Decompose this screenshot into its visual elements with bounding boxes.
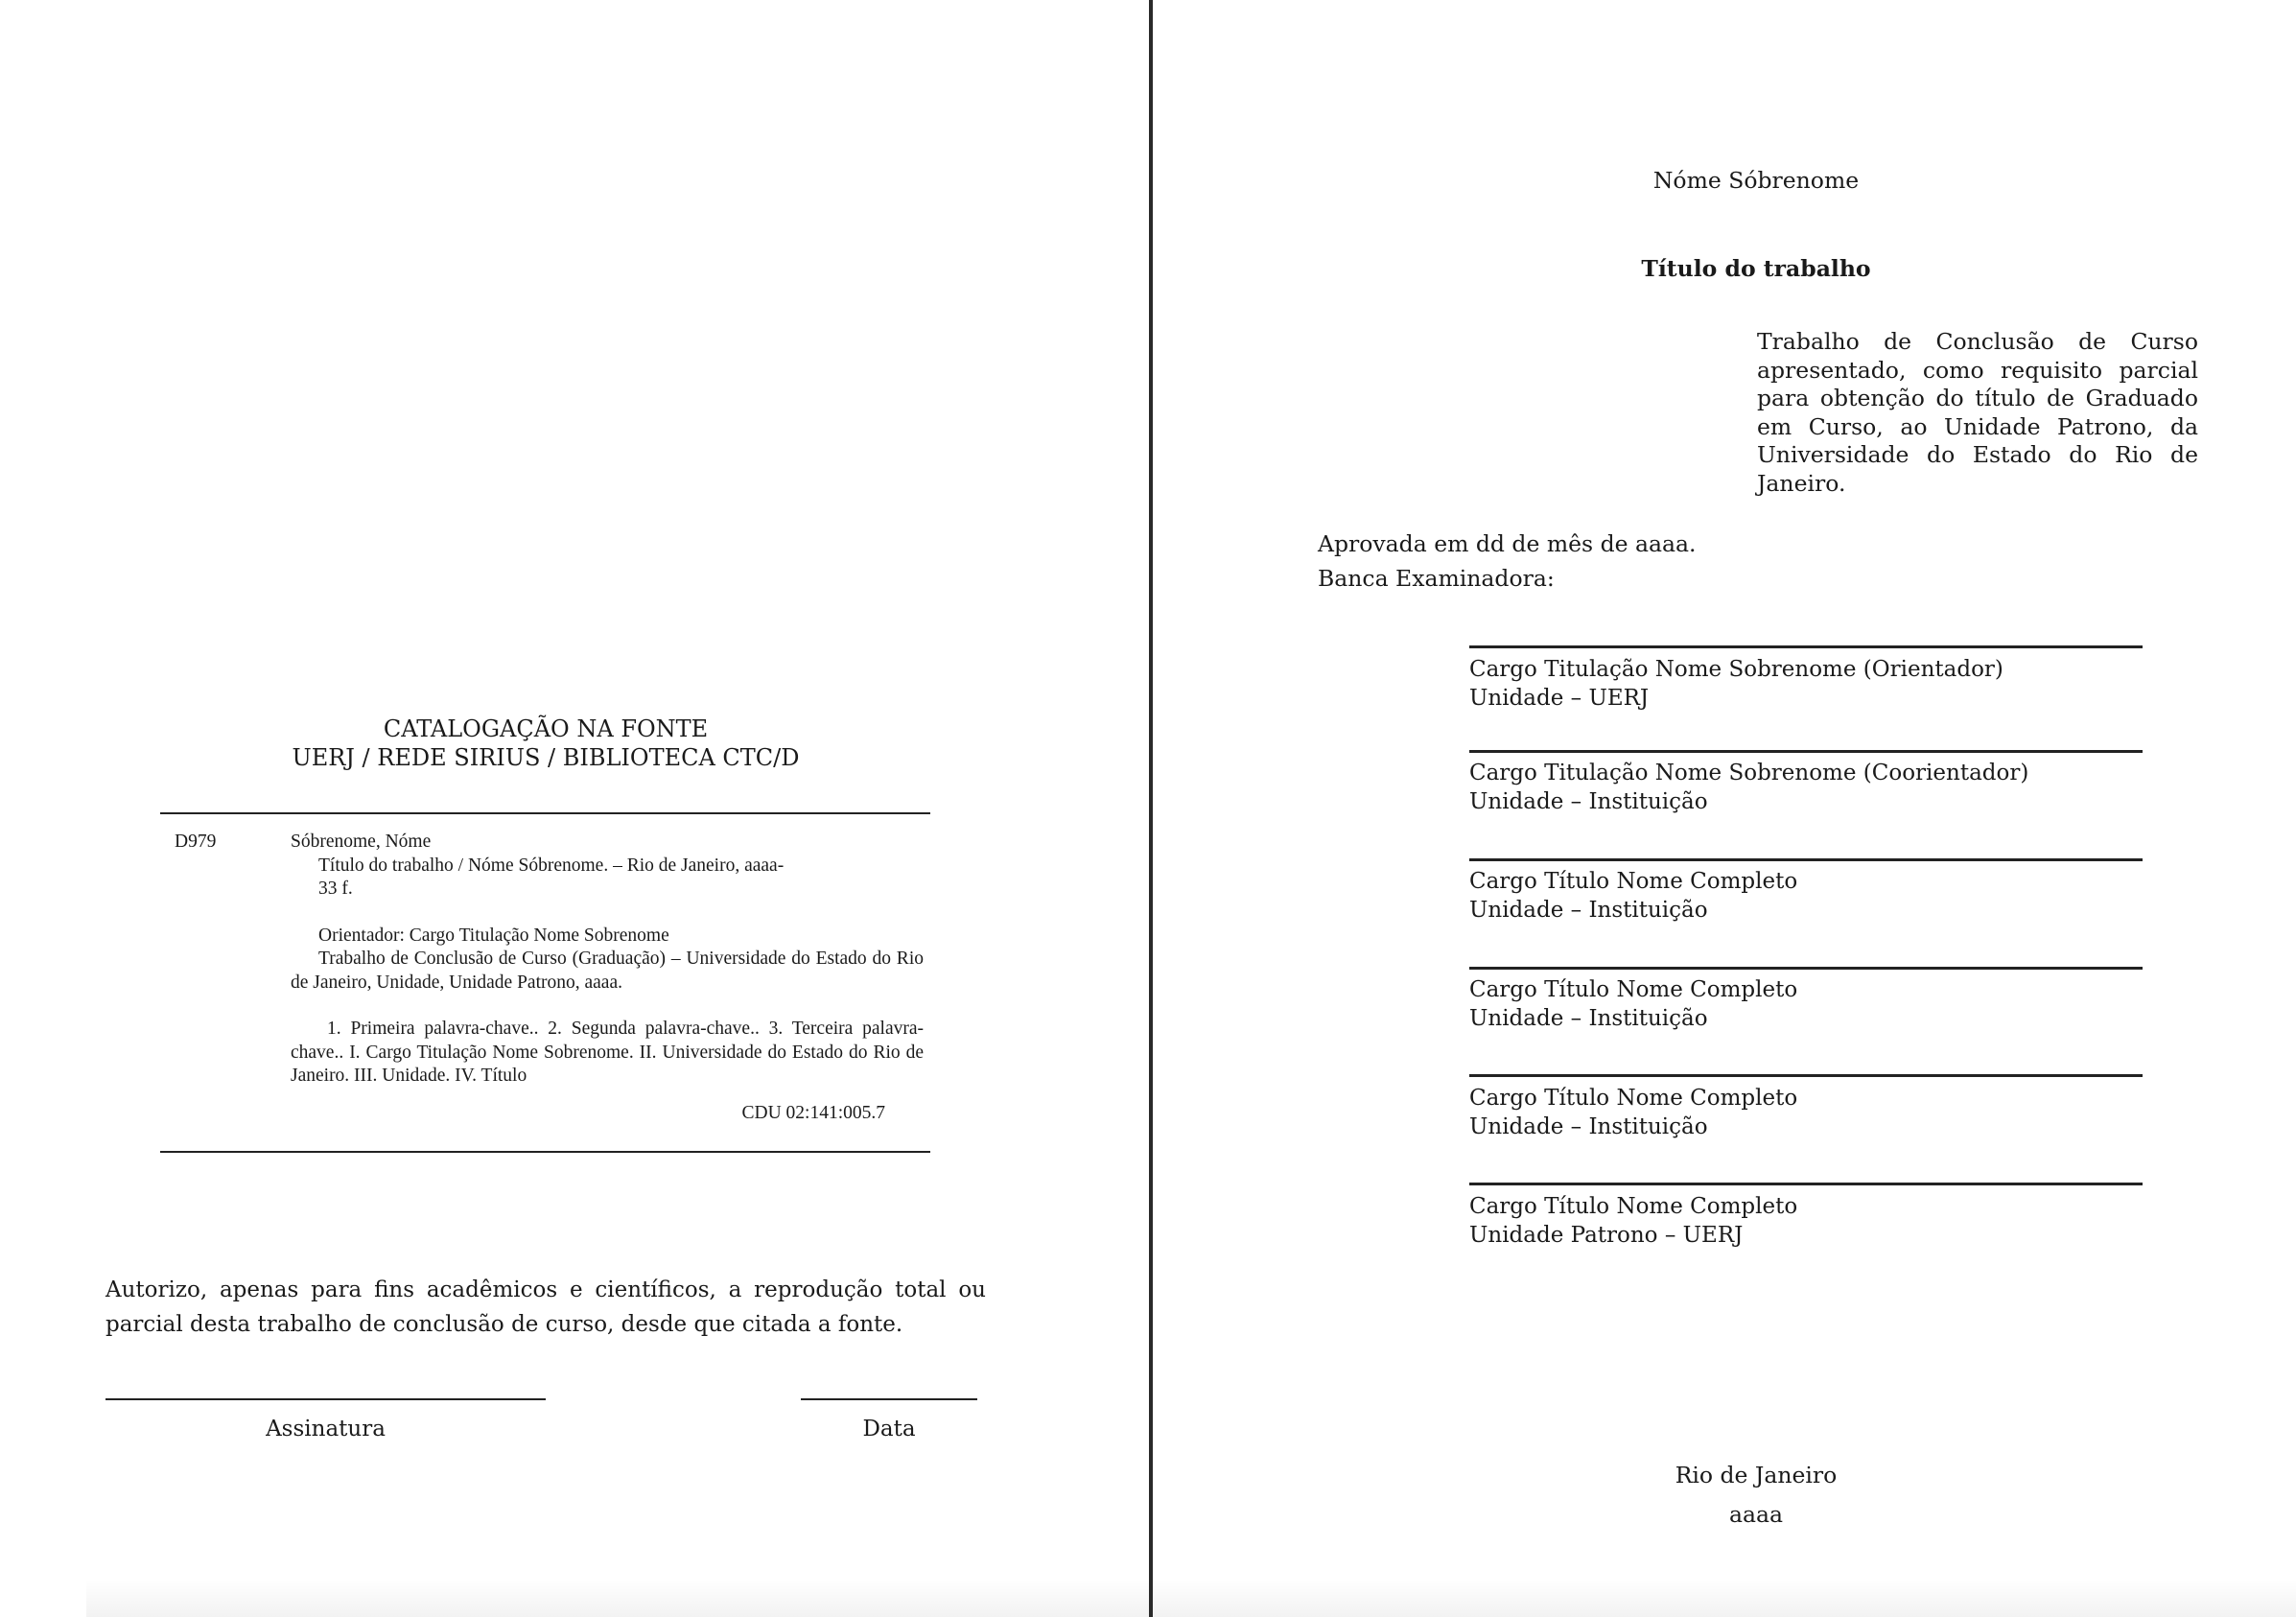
board-member-unit: Unidade – Instituição <box>1469 1006 1708 1031</box>
board-member-unit: Unidade – Instituição <box>1469 1114 1708 1139</box>
signature-line <box>105 1398 546 1400</box>
board-member <box>1469 1084 1797 1141</box>
work-title: Título do trabalho <box>1641 255 1871 282</box>
board-member-name: Cargo Titulação Nome Sobrenome (Orientador) <box>1469 657 2003 682</box>
catalog-cdu: CDU 02:141:005.7 <box>741 1102 885 1123</box>
board-member-name: Cargo Título Nome Completo <box>1469 1086 1798 1111</box>
approval-page <box>1153 0 2296 1617</box>
member-signature-line <box>1469 858 2143 861</box>
member-signature-line <box>1469 1074 2143 1077</box>
catalog-title-line: Título do trabalho / Nóme Sóbrenome. – Rio de Janeiro, aaaa- <box>318 855 785 876</box>
approval-date: Aprovada em dd de mês de aaaa. <box>1318 530 1697 557</box>
member-signature-line <box>1469 645 2143 648</box>
board-member <box>1469 1192 1797 1250</box>
year: aaaa <box>1728 1501 1784 1528</box>
catalog-entry <box>291 831 924 1125</box>
catalog-author: Sóbrenome, Nóme <box>291 832 432 852</box>
author-name: Nóme Sóbrenome <box>1652 167 1860 194</box>
work-description: Trabalho de Conclusão de Curso apresentado, como requisito parcial para obtenção do título de Graduado em Curso, ao Unidade Patrono, da Universidade do Estado do Rio de Janeiro. <box>1757 328 2198 497</box>
member-signature-line <box>1469 1183 2143 1185</box>
catalog-pages: 33 f. <box>318 879 353 899</box>
authorization-text: Autorizo, apenas para fins acadêmicos e científicos, a reprodução total ou parcial desta trabalho de conclusão de curso, desde que citada a fonte. <box>105 1277 986 1337</box>
board-member-unit: Unidade – Instituição <box>1469 789 1708 814</box>
catalog-advisor: Orientador: Cargo Titulação Nome Sobrenome <box>318 925 669 946</box>
board-member-unit: Unidade Patrono – UERJ <box>1469 1223 1744 1248</box>
board-label: Banca Examinadora: <box>1318 565 1555 592</box>
catalog-heading-line1: CATALOGAÇÃO NA FONTE <box>383 715 709 742</box>
board-member <box>1469 655 2003 713</box>
board-member <box>1469 759 2028 816</box>
page-shadow <box>1153 1579 2296 1617</box>
board-member-name: Cargo Título Nome Completo <box>1469 977 1798 1002</box>
date-label: Data <box>862 1417 916 1441</box>
signature-label: Assinatura <box>266 1417 386 1441</box>
page-shadow <box>86 1579 1149 1617</box>
board-member-name: Cargo Titulação Nome Sobrenome (Coorientador) <box>1469 761 2029 785</box>
catalog-subjects: 1. Primeira palavra-chave.. 2. Segunda palavra-chave.. 3. Terceira palavra-chave.. I. Cargo Titulação Nome Sobrenome. II. Universidade do Estado do Rio de Janeiro. III. Unidade. IV. Título <box>291 1019 924 1086</box>
board-member-unit: Unidade – UERJ <box>1469 686 1650 711</box>
city: Rio de Janeiro <box>1675 1462 1838 1488</box>
catalog-top-rule <box>160 812 930 814</box>
board-member-name: Cargo Título Nome Completo <box>1469 869 1798 894</box>
date-line <box>801 1398 977 1400</box>
board-member-name: Cargo Título Nome Completo <box>1469 1194 1798 1219</box>
board-member <box>1469 975 1797 1033</box>
member-signature-line <box>1469 967 2143 970</box>
member-signature-line <box>1469 750 2143 753</box>
catalog-bottom-rule <box>160 1151 930 1153</box>
call-number: D979 <box>175 832 217 852</box>
catalog-thesis-note: Trabalho de Conclusão de Curso (Graduação) – Universidade do Estado do Rio de Janeiro, Unidade, Unidade Patrono, aaaa. <box>291 949 924 993</box>
board-member <box>1469 867 1797 925</box>
catalog-heading-line2: UERJ / REDE SIRIUS / BIBLIOTECA CTC/D <box>292 744 800 771</box>
board-member-unit: Unidade – Instituição <box>1469 898 1708 923</box>
